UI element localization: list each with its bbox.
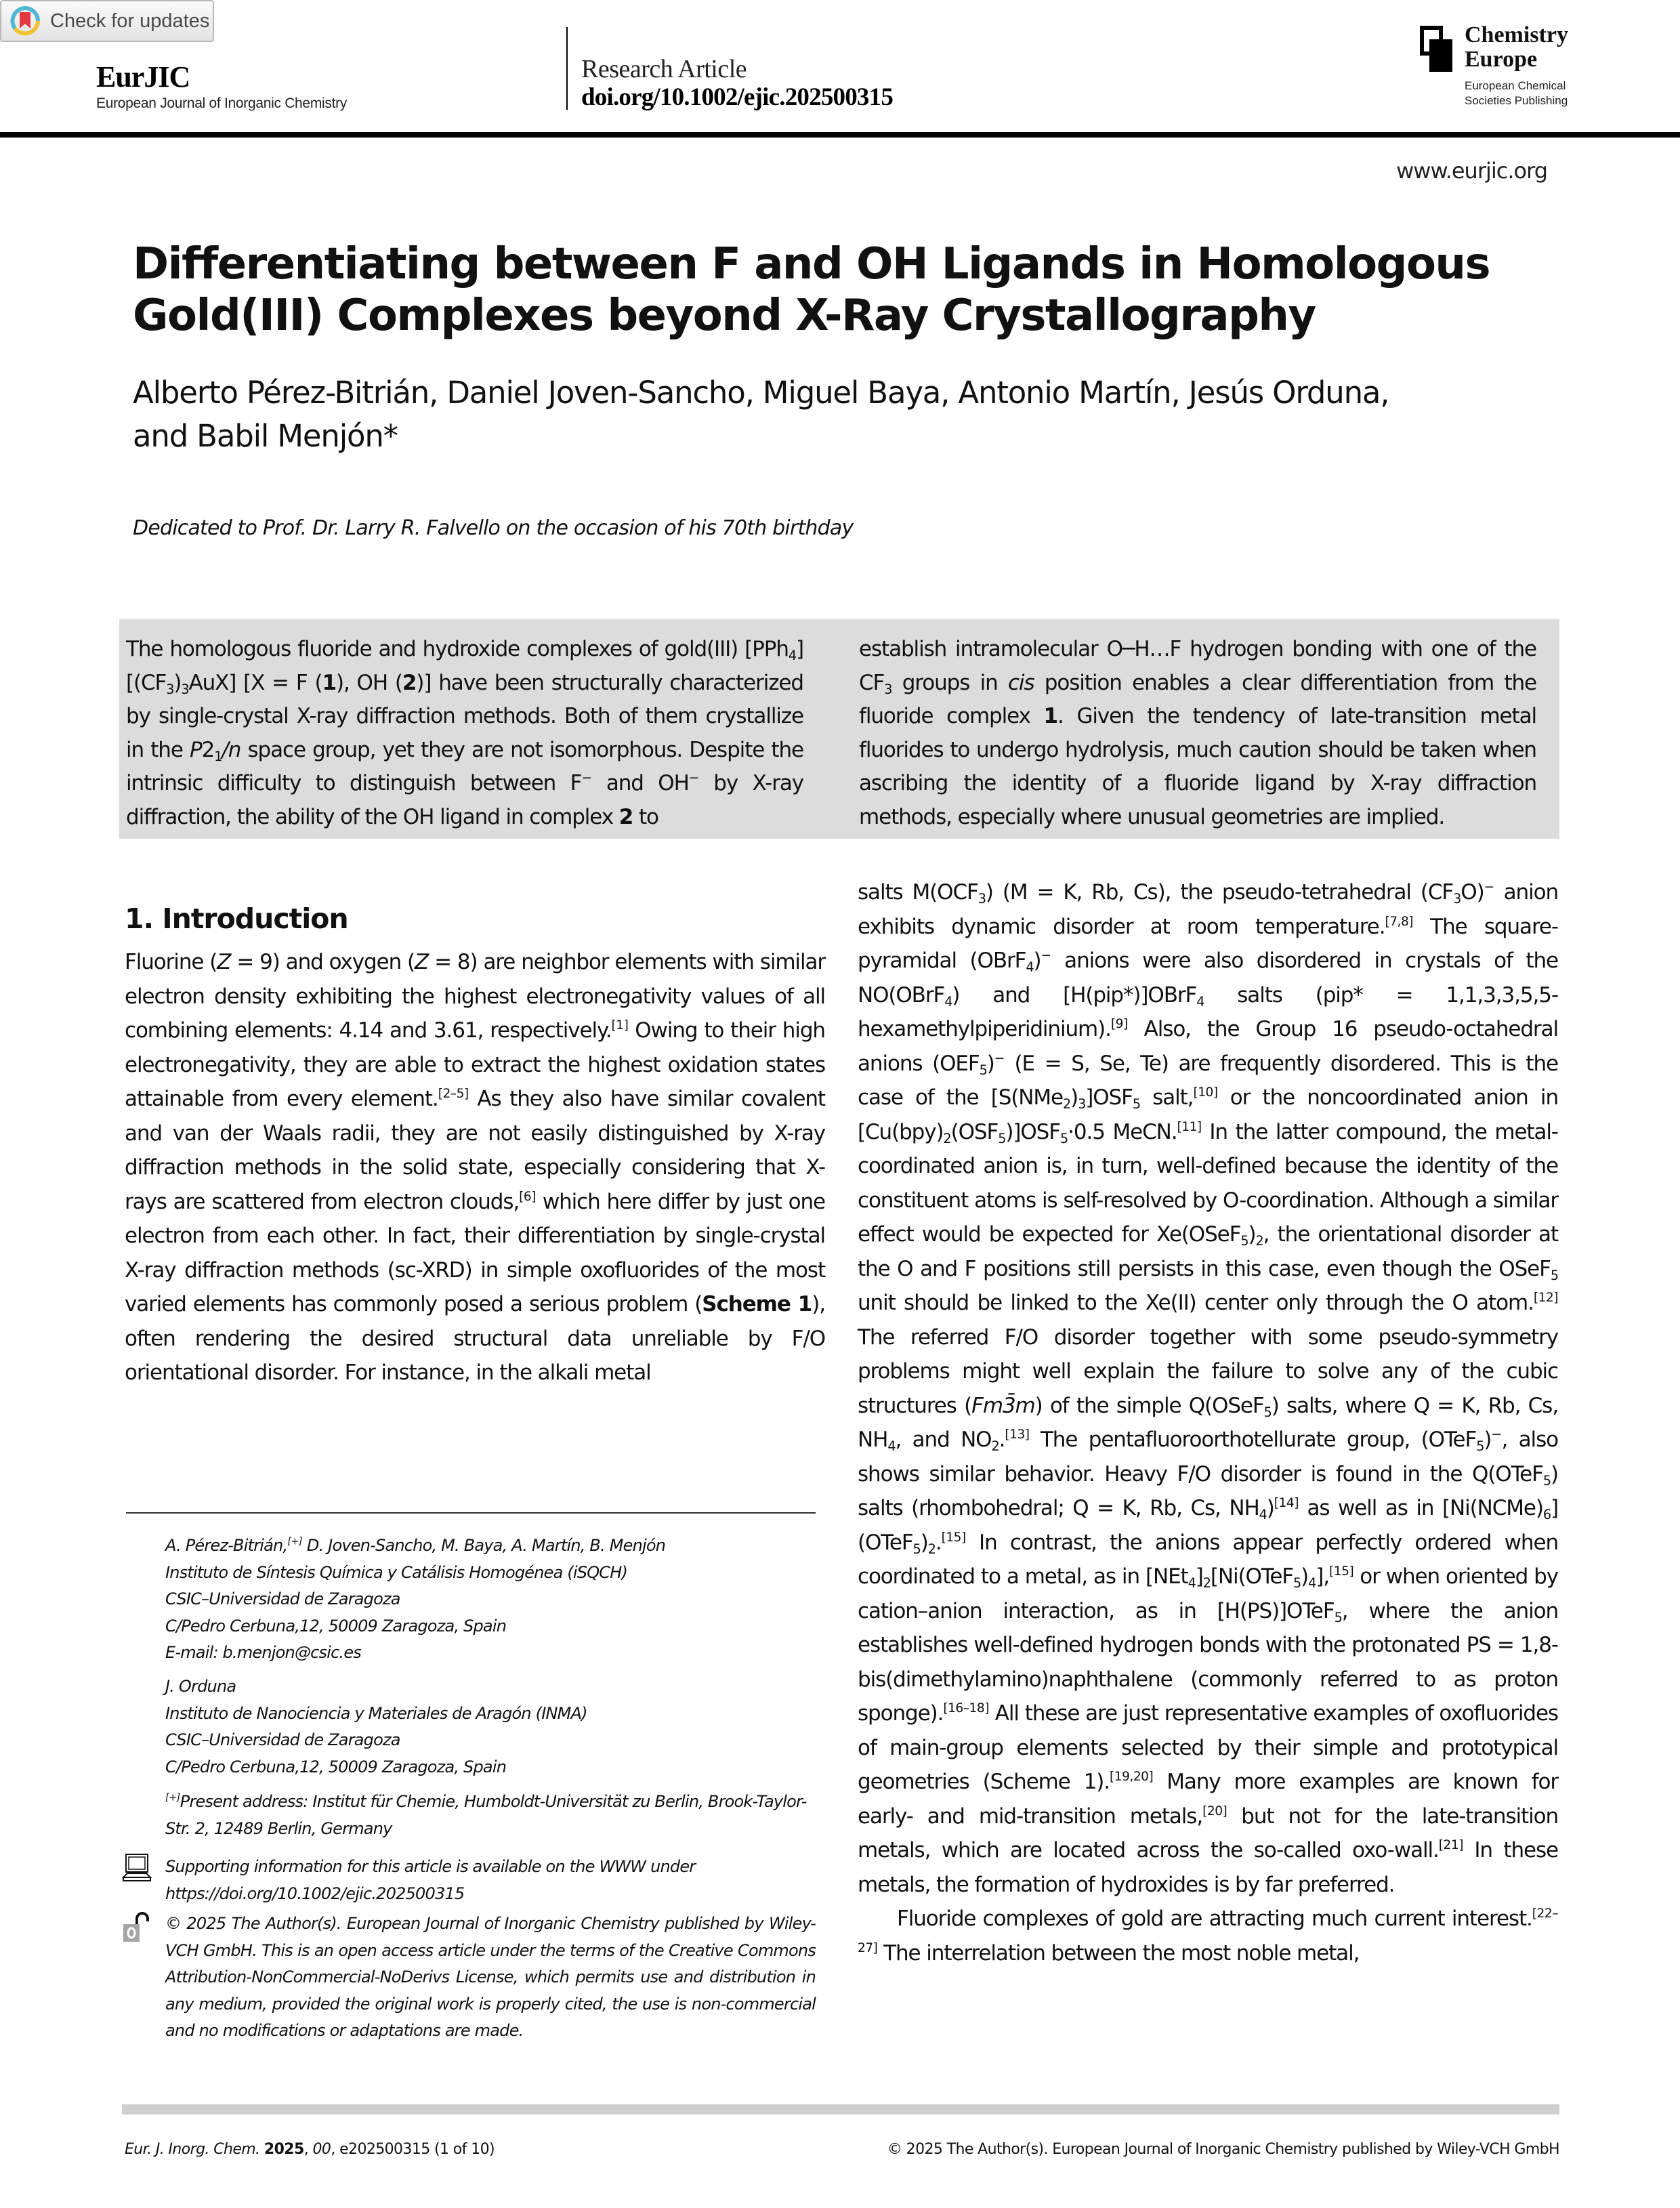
check-for-updates-label: Check for updates [50,9,210,32]
dedication: Dedicated to Prof. Dr. Larry R. Falvello on the occasion of his 70th birthday [133,516,854,540]
paper-title [133,238,1569,341]
intro-right-column: salts $M(OCF_3) (M = K$, Rb, Cs), the pseudo-tetrahedral $(CF_3O)^-$ anion exhibits dynamic disorder at room temperature.[7,8] The square-pyramidal (OBrF$_4$)− anions were also disordered in crystals of the NO(OBrF$_4$) and [H(pip*)]OBrF$_4$ salts (pip* = 1,1,3,3,5,5-hexamethylpiperidinium).[9] Also, the Group 16 pseudo-octahedral anions $(OEF_5)^-$ (E = S, Se, Te) are frequently disordered. This is the case of the $[S(NMe_2)_3]OSF_5$ salt,[10] or the noncoordinated anion in $[Cu(bpy)_2(OSF_5)]OSF_5\cdot 0.5$ MeCN.[11] In the latter compound, the metal-coordinated anion is, in turn, well-defined because the identity of the constituent atoms is self-resolved by O-coordination. Although a similar effect would be expected for $Xe(OSeF_5)_2$, the orientational disorder at the O and F positions still persists in this case, even though the OSeF$_5$ unit should be linked to the Xe(II) center only through the O atom.[12] The referred F/O disorder together with some pseudo-symmetry problems might well explain the failure to solve any of the cubic structures (Fm3̄m) of the simple Q(OSeF$_5$) salts, where Q = K, Rb, Cs, $NH_4$, and $NO_2.[13]$ The pentafluoroorthotellurate group, (OTeF$_5$)−, also shows similar behavior. Heavy F/O disorder is found in the Q(OTeF$_5$) salts (rhombohedral; Q = K, Rb, Cs, $NH_4)[14]$ as well as in $[Ni(NCMe)_6]$ $(OTeF_5)_2.[15]$ In contrast, the anions appear perfectly ordered when coordinated to a metal, as in $[NEt_4]_2[Ni(OTeF_5)_4],[15]$ or when oriented by cation–anion interaction, as in [H(PS)]OTeF$_5$, where the anion establishes well-defined hydrogen bonds with the protonated PS = 1,8-bis(dimethylamino)naphthalene (commonly referred to as proton sponge).[16–18] All these are just representative examples of oxofluorides of main-group elements selected by their simple and prototypical geometries (Scheme 1).[19,20] Many more examples are known for early- and mid-transition metals,[20] but not for the late-transition metals, which are located across the so-called oxo-wall.[21] In these metals, the formation of hydroxides is by far preferred. Fluoride complexes of gold are attracting much current interest.[22–27] The interrelation between the most noble metal, [858,879,1559,1965]
citation-link[interactable]: [12] [1533,1290,1558,1305]
affiliation-2: J. Orduna Instituto de Nanociencia y Materiales de Aragón (INMA) CSIC–Universidad de Zaragoza C/Pedro Cerbuna,12, 50009 Zaragoza, Spain [165,1677,587,1776]
crossmark-icon [9,5,41,37]
title-line1: Differentiating between F and OH Ligands in Homologous [133,239,1490,289]
affiliation-1: A. Pérez-Bitrián,[+] D. Joven-Sancho, M. Baya, A. Martín, B. Menjón Instituto de Síntesis Química y Catálisis Homogénea (iSQCH) CSIC–Universidad de Zaragoza C/Pedro Cerbuna,12, 50009 Zaragoza, Spain E-mail: b.menjon@csic.es [165,1533,816,1667]
journal-full-name: European Journal of Inorganic Chemistry [96,96,348,111]
header-divider [566,27,568,110]
citation-link[interactable]: [15] [941,1530,966,1545]
supporting-information-note[interactable]: Supporting information for this article is available on the WWW under https://doi.org/10.1002/ejic.202500315 [165,1857,696,1903]
citation-link[interactable]: [21] [1438,1837,1463,1852]
authors-line2: and Babil Menjón* [133,418,398,454]
citation-link[interactable]: [7,8] [1385,914,1414,929]
citation-link[interactable]: [16–18] [943,1701,989,1715]
section-heading-introduction: 1. Introduction [125,902,348,935]
citation-link[interactable]: [22–27] [858,1906,1558,1955]
publisher-sub-line2: Societies Publishing [1465,94,1568,107]
publisher-title-line1: Chemistry [1465,22,1568,47]
license-note: © 2025 The Author(s). European Journal of Inorganic Chemistry published by Wiley-VCH GmbH. This is an open access article under the terms of the Creative Commons Attribution-NonCommercial-NoDerivs License, which permits use and distribution in any medium, provided the original work is properly cited, the use is non-commercial and no modifications or adaptations are made. [165,1914,816,2040]
citation-link[interactable]: [11] [1177,1119,1202,1134]
authors-line1: Alberto Pérez-Bitrián, Daniel Joven-Sancho, Miguel Baya, Antonio Martín, Jesús Orduna, [133,375,1389,411]
citation-link[interactable]: [13] [1005,1427,1030,1442]
footer-copyright: © 2025 The Author(s). European Journal of Inorganic Chemistry published by Wiley-VCH GmbH [887,2141,1559,2158]
open-access-lock-icon [122,1912,152,1946]
footer-bar [122,2104,1559,2115]
citation-link[interactable]: [2–5] [438,1086,469,1101]
abstract-box [119,619,1559,839]
scheme-link[interactable]: Scheme 1 [702,1292,812,1316]
abstract-right-column: establish intramolecular O─H…F hydrogen bonding with one of the $CF_3$ groups in cis position enables a clear differentiation from the fluoride complex 1. Given the tendency of late-transition metal fluorides to undergo hydrolysis, much caution should be taken when ascribing the identity of a fluoride ligand by X-ray diffraction methods, especially where unusual geometries are implied. [859,637,1536,829]
publisher-sub-line1: European Chemical [1465,79,1566,92]
publisher-subtitle [1465,79,1568,108]
publisher-title [1465,23,1568,72]
publisher-title-line2: Europe [1465,47,1538,72]
article-type: Research Article [581,55,747,83]
present-address-note: [+]Present address: Institut für Chemie, Humboldt-Universität zu Berlin, Brook-Taylor-Str. 2, 12489 Berlin, Germany [165,1792,807,1838]
header-rule [0,132,1680,138]
journal-logo: EurJIC [96,60,190,93]
citation-link[interactable]: [15] [1329,1564,1354,1579]
citation-link[interactable]: [14] [1274,1495,1299,1510]
footnote-rule [126,1512,816,1514]
article-doi-link[interactable]: doi.org/10.1002/ejic.202500315 [581,83,894,111]
citation-link[interactable]: [20] [1202,1804,1227,1818]
citation-link[interactable]: [19,20] [1110,1769,1154,1784]
citation-link[interactable]: [9] [1110,1016,1128,1031]
email-link[interactable]: E-mail: b.menjon@csic.es [165,1643,362,1662]
intro-left-column: Fluorine (Z = 9) and oxygen (Z = 8) are neighbor elements with similar electron density exhibiting the highest electronegativity values of all combining elements: 4.14 and 3.61, respectively.[1] Owing to their high electronegativity, they are able to extract the highest oxidation states attainable from every element.[2–5] As they also have similar covalent and van der Waals radii, they are not easily distinguished by X-ray diffraction methods in the solid state, especially considering that X-rays are scattered from electron clouds,[6] which here differ by just one electron from each other. In fact, their differentiation by single-crystal X-ray diffraction methods (sc-XRD) in simple oxofluorides of the most varied elements has commonly posed a serious problem (Scheme 1), often rendering the desired structural data unreliable by F/O orientational disorder. For instance, in the alkali metal [125,950,826,1385]
computer-icon [122,1853,152,1886]
citation-link[interactable]: [10] [1193,1085,1218,1100]
title-line2: Gold(III) Complexes beyond X-Ray Crystallography [133,291,1316,341]
journal-website-link[interactable]: www.eurjic.org [1396,158,1547,184]
citation-link[interactable]: [1] [611,1018,629,1033]
abstract-left-column: The homologous fluoride and hydroxide complexes of gold(III) $[PPh_4][(CF_3)_3AuX] [X = F$ (1), OH (2)] have been structurally characterized by single-crystal X-ray diffraction methods. Both of them crystallize in the $P2_1/n$ space group, yet they are not isomorphous. Despite the intrinsic difficulty to distinguish between F− and OH− by X-ray diffraction, the ability of the OH ligand in complex 2 to [126,637,803,829]
citation-link[interactable]: [6] [519,1189,537,1204]
footer-citation: Eur. J. Inorg. Chem. 2025, 00, e202500315 (1 of 10) [125,2141,495,2158]
author-list [133,371,1555,458]
check-for-updates-button[interactable] [0,0,214,42]
chemistry-europe-logo-icon [1420,26,1452,72]
